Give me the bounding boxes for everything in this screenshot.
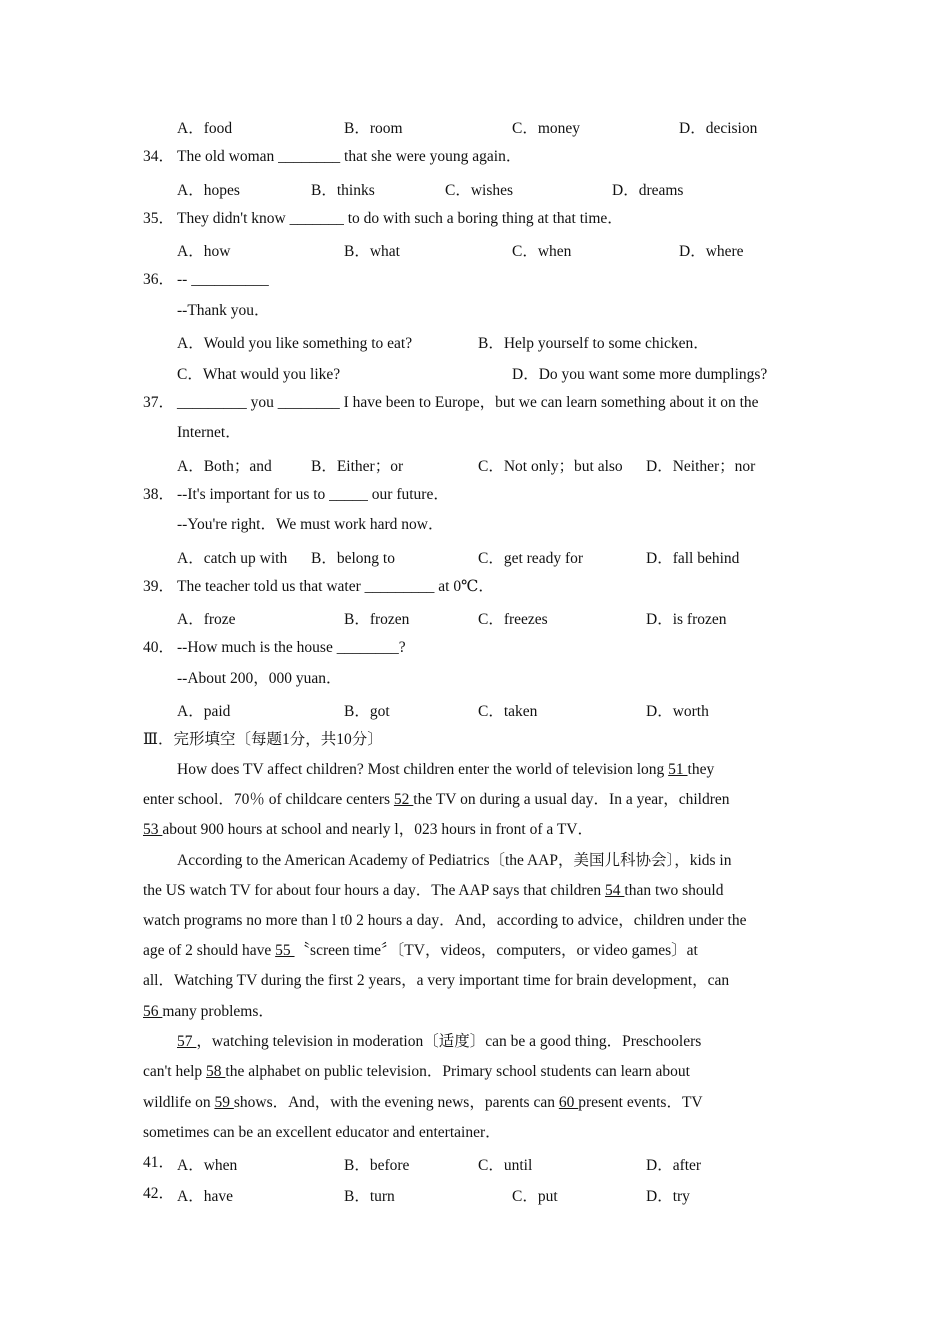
passage-line: all．Watching TV during the first 2 years，a very important time for brain development，can bbox=[143, 972, 730, 989]
q33-option-a: A．food bbox=[177, 120, 233, 137]
blank-60: 60 bbox=[558, 1094, 579, 1111]
q34-option-d: D．dreams bbox=[612, 182, 684, 199]
q35-option-d: D．where bbox=[679, 243, 744, 260]
passage-line: How does TV affect children? Most children enter the world of television long 51 they bbox=[177, 761, 715, 778]
q38-option-b: B．belong to bbox=[311, 550, 395, 567]
q41-number: 41． bbox=[143, 1154, 175, 1171]
passage-line: watch programs no more than l t0 2 hours a day．And，according to advice，children under the bbox=[143, 912, 747, 929]
q36-option-c: C．What would you like? bbox=[177, 366, 341, 383]
passage-line: 56 many problems． bbox=[143, 1003, 274, 1020]
q36-option-a: A．Would you like something to eat? bbox=[177, 335, 413, 352]
q39-number: 39． bbox=[143, 578, 175, 595]
q35-option-c: C．when bbox=[512, 243, 572, 260]
q39-option-d: D．is frozen bbox=[646, 611, 727, 628]
blank-58: 58 bbox=[206, 1063, 226, 1080]
q35-number: 35． bbox=[143, 210, 175, 227]
passage-line: age of 2 should have 55 〝screen time〞〔TV，videos，computers，or video games〕at bbox=[143, 942, 698, 959]
blank-59: 59 bbox=[214, 1094, 234, 1111]
q40-reply: --About 200，000 yuan． bbox=[177, 670, 342, 687]
q36-stem: -- __________ bbox=[177, 271, 269, 288]
q37-option-d: D．Neither；nor bbox=[646, 458, 756, 475]
blank-52: 52 bbox=[393, 791, 414, 808]
q38-reply: --You're right．We must work hard now． bbox=[177, 516, 444, 533]
passage-line: sometimes can be an excellent educator and entertainer． bbox=[143, 1124, 501, 1141]
blank-55: 55 bbox=[275, 942, 295, 959]
q38-option-c: C．get ready for bbox=[478, 550, 584, 567]
q41-option-b: B．before bbox=[344, 1157, 410, 1174]
q33-option-d: D．decision bbox=[679, 120, 758, 137]
q36-number: 36． bbox=[143, 271, 175, 288]
passage-line: the US watch TV for about four hours a day．The AAP says that children 54 than two should bbox=[143, 882, 724, 899]
q40-option-b: B．got bbox=[344, 703, 390, 720]
q42-option-d: D．try bbox=[646, 1188, 690, 1205]
q38-stem: --It's important for us to _____ our future． bbox=[177, 486, 449, 503]
section-title: Ⅲ．完形填空〔每题1分，共10分〕 bbox=[143, 731, 383, 748]
blank-56: 56 bbox=[143, 1003, 163, 1020]
q38-option-a: A．catch up with bbox=[177, 550, 288, 567]
q36-option-d: D．Do you want some more dumplings? bbox=[512, 366, 768, 383]
q39-option-b: B．frozen bbox=[344, 611, 410, 628]
q40-stem: --How much is the house ________? bbox=[177, 639, 406, 656]
q34-stem: The old woman ________ that she were young again． bbox=[177, 148, 522, 165]
passage-line: enter school．70％ of childcare centers 52 the TV on during a usual day．In a year，children bbox=[143, 791, 730, 808]
blank-53: 53 bbox=[143, 821, 163, 838]
q40-number: 40． bbox=[143, 639, 175, 656]
q41-option-a: A．when bbox=[177, 1157, 238, 1174]
q33-option-c: C．money bbox=[512, 120, 581, 137]
q39-option-c: C．freezes bbox=[478, 611, 548, 628]
q37-number: 37． bbox=[143, 394, 175, 411]
q42-option-b: B．turn bbox=[344, 1188, 395, 1205]
blank-57: 57 bbox=[177, 1033, 197, 1050]
q37-option-a: A．Both；and bbox=[177, 458, 272, 475]
q36-reply: --Thank you． bbox=[177, 302, 270, 319]
passage-line: 57 ，watching television in moderation〔适度〕can be a good thing．Preschoolers bbox=[177, 1033, 702, 1050]
q35-stem: They didn't know _______ to do with such a boring thing at that time． bbox=[177, 210, 623, 227]
q34-option-a: A．hopes bbox=[177, 182, 240, 199]
q36-option-b: B．Help yourself to some chicken． bbox=[478, 335, 709, 352]
blank-54: 54 bbox=[605, 882, 625, 899]
q40-option-d: D．worth bbox=[646, 703, 709, 720]
q40-option-a: A．paid bbox=[177, 703, 231, 720]
q42-option-c: C．put bbox=[512, 1188, 558, 1205]
q42-option-a: A．have bbox=[177, 1188, 233, 1205]
passage-line: 53 about 900 hours at school and nearly l，023 hours in front of a TV． bbox=[143, 821, 593, 838]
q37-option-c: C．Not only；but also bbox=[478, 458, 623, 475]
q41-option-d: D．after bbox=[646, 1157, 702, 1174]
q37-stem-continued: Internet． bbox=[177, 424, 241, 441]
q37-stem: _________ you ________ I have been to Europe，but we can learn something about it on the bbox=[177, 394, 759, 411]
q39-option-a: A．froze bbox=[177, 611, 236, 628]
q34-option-b: B．thinks bbox=[311, 182, 375, 199]
blank-51: 51 bbox=[668, 761, 688, 778]
q42-number: 42． bbox=[143, 1185, 175, 1202]
q40-option-c: C．taken bbox=[478, 703, 538, 720]
q41-option-c: C．until bbox=[478, 1157, 533, 1174]
q35-option-a: A．how bbox=[177, 243, 231, 260]
passage-line: According to the American Academy of Pediatrics〔the AAP，美国儿科协会〕，kids in bbox=[177, 852, 732, 869]
q33-option-b: B．room bbox=[344, 120, 403, 137]
passage-line: can't help 58 the alphabet on public television．Primary school students can learn about bbox=[143, 1063, 690, 1080]
q35-option-b: B．what bbox=[344, 243, 400, 260]
passage-line: wildlife on 59 shows．And，with the evening news，parents can 60 present events．TV bbox=[143, 1094, 703, 1111]
q34-option-c: C．wishes bbox=[445, 182, 514, 199]
q38-number: 38． bbox=[143, 486, 175, 503]
q39-stem: The teacher told us that water _________ at 0℃． bbox=[177, 578, 494, 595]
q34-number: 34． bbox=[143, 148, 175, 165]
q37-option-b: B．Either；or bbox=[311, 458, 404, 475]
q38-option-d: D．fall behind bbox=[646, 550, 740, 567]
